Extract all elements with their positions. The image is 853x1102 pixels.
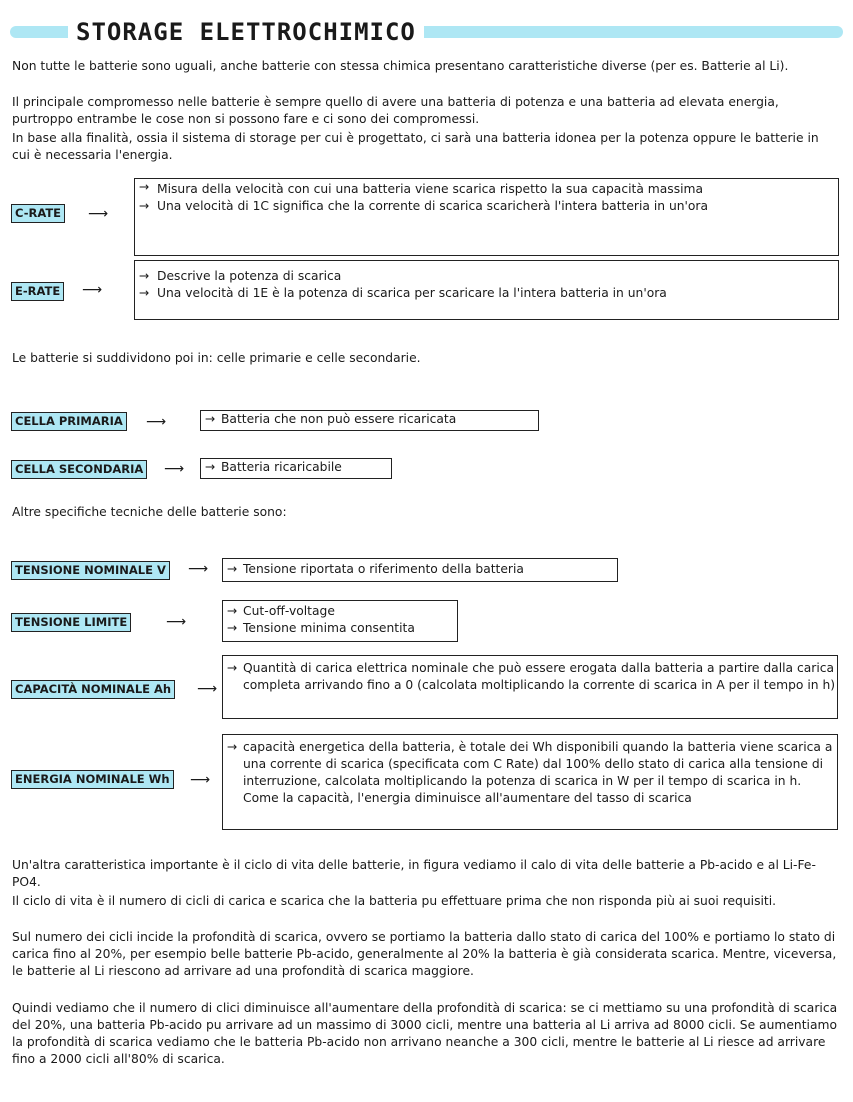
cells-intro: Le batterie si suddividono poi in: celle primarie e celle secondarie. (12, 351, 421, 365)
c-rate-item-1: → Misura della velocità con cui una batteria viene scarica rispetto la sua capacità massima (139, 180, 704, 196)
arrow-icon: → (227, 604, 238, 618)
c-rate-item-2: → Una velocità di 1C significa che la corrente di scarica scaricherà l'intera batteria in un'ora (139, 199, 709, 213)
long-right-arrow-icon: ⟶ (164, 461, 185, 477)
intro-paragraph-2: Il principale compromesso nelle batterie è sempre quello di avere una batteria di potenza e una batteria ad elevata energia, purtroppo entrambe le cose non si possono fare e ci sono dei compromessi. (12, 95, 779, 126)
nominal-voltage-box (222, 558, 618, 582)
e-rate-box (134, 260, 839, 320)
long-right-arrow-icon: ⟶ (166, 614, 187, 630)
nominal-voltage-item: → Tensione riportata o riferimento della batteria (227, 562, 524, 576)
outro-paragraph-2: Il ciclo di vita è il numero di cicli di carica e scarica che la batteria pu effettuare prima che non risponda più ai suoi requisiti. (12, 894, 777, 908)
arrow-icon: → (227, 740, 238, 754)
secondary-cell-label: CELLA SECONDARIA (11, 460, 147, 479)
arrow-icon: → (139, 269, 150, 283)
arrow-icon: → (205, 412, 216, 426)
e-rate-item-2: → Una velocità di 1E è la potenza di scarica per scaricare la l'intera batteria in un'ora (139, 286, 667, 300)
specs-intro: Altre specifiche tecniche delle batterie sono: (12, 505, 287, 519)
primary-cell-item: → Batteria che non può essere ricaricata (205, 412, 457, 426)
long-right-arrow-icon: ⟶ (146, 414, 167, 430)
primary-cell-label: CELLA PRIMARIA (11, 412, 127, 431)
nominal-capacity-label: CAPACITÀ NOMINALE Ah (11, 680, 175, 699)
e-rate-item-1: → Descrive la potenza di scarica (139, 269, 342, 283)
outro-paragraph-4: Quindi vediamo che il numero di clici diminuisce all'aumentare della profondità di scarica: se ci mettiamo su una profondità di scarica del 20%, una batteria Pb-acido pu arrivare ad un massimo di 3000 cicli, mentre una batteria al Li arriva ad 8000 cicli. Se aumentiamo la profondità di scarica vediamo che le batteria Pb-acido non arrivano neanche a 300 cicli, mentre le batterie al Li riesce ad arrivare fino a 2000 cicli all'80% di scarica. (12, 1001, 838, 1066)
arrow-icon: → (139, 199, 150, 213)
long-right-arrow-icon: ⟶ (88, 206, 109, 222)
limit-voltage-item-1: → Cut-off-voltage (227, 604, 335, 618)
arrow-icon: → (227, 661, 238, 675)
limit-voltage-label: TENSIONE LIMITE (11, 613, 131, 632)
intro-paragraph-3: In base alla finalità, ossia il sistema di storage per cui è progettato, ci sarà una batteria idonea per la potenza oppure le batterie in cui è necessaria l'energia. (12, 131, 819, 162)
arrow-icon: → (139, 286, 150, 300)
c-rate-label: C-RATE (11, 204, 65, 223)
arrow-icon: → (205, 460, 216, 474)
secondary-cell-box (200, 458, 392, 479)
outro-paragraph-3: Sul numero dei cicli incide la profondità di scarica, ovvero se portiamo la batteria dallo stato di carica del 100% e portiamo lo stato di carica fino al 20%, per esempio belle batterie Pb-acido, generalmente al 20% la batteria è già considerata scarica. Mentre, viceversa, le batterie al Li riescono ad arrivare ad una profondità di scarica maggiore. (12, 930, 837, 978)
arrow-icon: → (227, 562, 238, 576)
secondary-cell-item: → Batteria ricaricabile (205, 460, 342, 474)
arrow-icon: → (139, 180, 150, 194)
arrow-icon: → (227, 621, 238, 635)
long-right-arrow-icon: ⟶ (197, 681, 218, 697)
limit-voltage-item-2: → Tensione minima consentita (227, 621, 415, 635)
nominal-capacity-box (222, 655, 838, 719)
long-right-arrow-icon: ⟶ (188, 561, 209, 577)
nominal-voltage-label: TENSIONE NOMINALE V (11, 561, 170, 580)
primary-cell-box (200, 410, 539, 431)
nominal-energy-label: ENERGIA NOMINALE Wh (11, 770, 174, 789)
intro-paragraph-1: Non tutte le batterie sono uguali, anche batterie con stessa chimica presentano caratteristiche diverse (per es. Batterie al Li). (12, 59, 789, 73)
e-rate-label: E-RATE (11, 282, 64, 301)
page-title: STORAGE ELETTROCHIMICO (68, 14, 424, 50)
limit-voltage-box (222, 600, 458, 642)
long-right-arrow-icon: ⟶ (190, 772, 211, 788)
long-right-arrow-icon: ⟶ (82, 282, 103, 298)
nominal-capacity-item: → Quantità di carica elettrica nominale che può essere erogata dalla batteria a partire dalla carica completa arrivando fino a 0 (calcolata moltiplicando la corrente di scarica in A per il tempo in h) (227, 661, 836, 692)
outro-paragraph-1: Un'altra caratteristica importante è il ciclo di vita delle batterie, in figura vediamo il calo di vita delle batterie a Pb-acido e al Li-Fe-PO4. (12, 858, 816, 889)
c-rate-box (134, 178, 839, 256)
nominal-energy-item: → capacità energetica della batteria, è totale dei Wh disponibili quando la batteria viene scarica a una corrente di scarica (specificata com C Rate) dal 100% dello stato di carica alla tensione di interruzione, calcolata moltiplicando la potenza di scarica in W per il tempo di scarica in h. Come la capacità, l'energia diminuisce all'aumentare del tasso di scarica (227, 740, 833, 805)
nominal-energy-box (222, 734, 838, 830)
